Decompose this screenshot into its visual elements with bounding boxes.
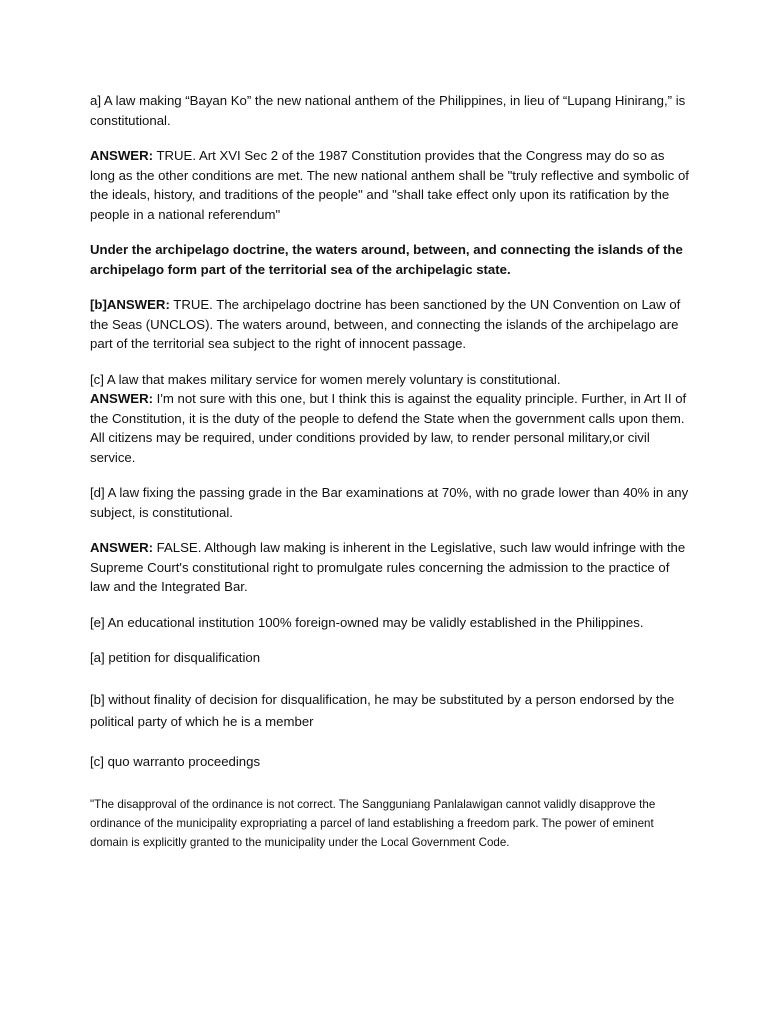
answer-d-text: FALSE. Although law making is inherent in the Legislative, such law would infringe with the Supreme Court's constitutional right to promulgate rules concerning the admission to the practice of law and the Integrated Bar. [90,540,686,594]
question-d: [d] A law fixing the passing grade in the Bar examinations at 70%, with no grade lower than 40% in any subject, is constitutional. [90,485,689,520]
answer-c-text: I'm not sure with this one, but I think this is against the equality principle. Further, in Art II of the Constitution, it is the duty of the people to defend the State when the government calls upon them. All citizens may be required, under conditions provided by law, to render personal military,or civil service. [90,391,687,465]
closing-paragraph: "The disapproval of the ordinance is not correct. The Sangguniang Panlalawigan cannot validly disapprove the ordinance of the municipality expropriating a parcel of land establishing a freedom park. The power of eminent domain is explicitly granted to the municipality under the Local Government Code. [90,798,656,849]
question-e: [e] An educational institution 100% foreign-owned may be validly established in the Philippines. [90,614,644,630]
answer-a-label: ANSWER: [90,148,154,163]
answer-c [90,389,690,467]
answer-d-label: ANSWER: [90,540,154,555]
list-item-b: [b] without finality of decision for disqualification, he may be substituted by a person endorsed by the political party of which he is a member [90,691,675,729]
document-page [90,91,690,852]
answer-d [90,538,690,597]
question-a: a] A law making “Bayan Ko” the new national anthem of the Philippines, in lieu of “Lupang Hinirang,” is constitutional. [90,93,686,128]
list-item-a: [a] petition for disqualification [90,650,261,665]
answer-b [90,295,690,354]
answer-b-text: TRUE. The archipelago doctrine has been sanctioned by the UN Convention on Law of the Seas (UNCLOS). The waters around, between, and connecting the islands of the archipelago are part of the territorial sea subject to the right of innocent passage. [90,297,681,351]
answer-b-label: [b]ANSWER: [90,297,170,312]
answer-a-text: TRUE. Art XVI Sec 2 of the 1987 Constitution provides that the Congress may do so as long as the other conditions are met. The new national anthem shall be "truly reflective and symbolic of the ideals, history, and traditions of the people" and "shall take effect only upon its ratification by the people in a national referendum" [90,148,689,222]
answer-c-label: ANSWER: [90,391,154,406]
list-item-c: [c] quo warranto proceedings [90,753,261,769]
question-b: Under the archipelago doctrine, the waters around, between, and connecting the islands of the archipelago form part of the territorial sea of the archipelagic state. [90,242,683,277]
question-c: [c] A law that makes military service for women merely voluntary is constitutional. [90,371,561,387]
answer-a [90,146,690,224]
